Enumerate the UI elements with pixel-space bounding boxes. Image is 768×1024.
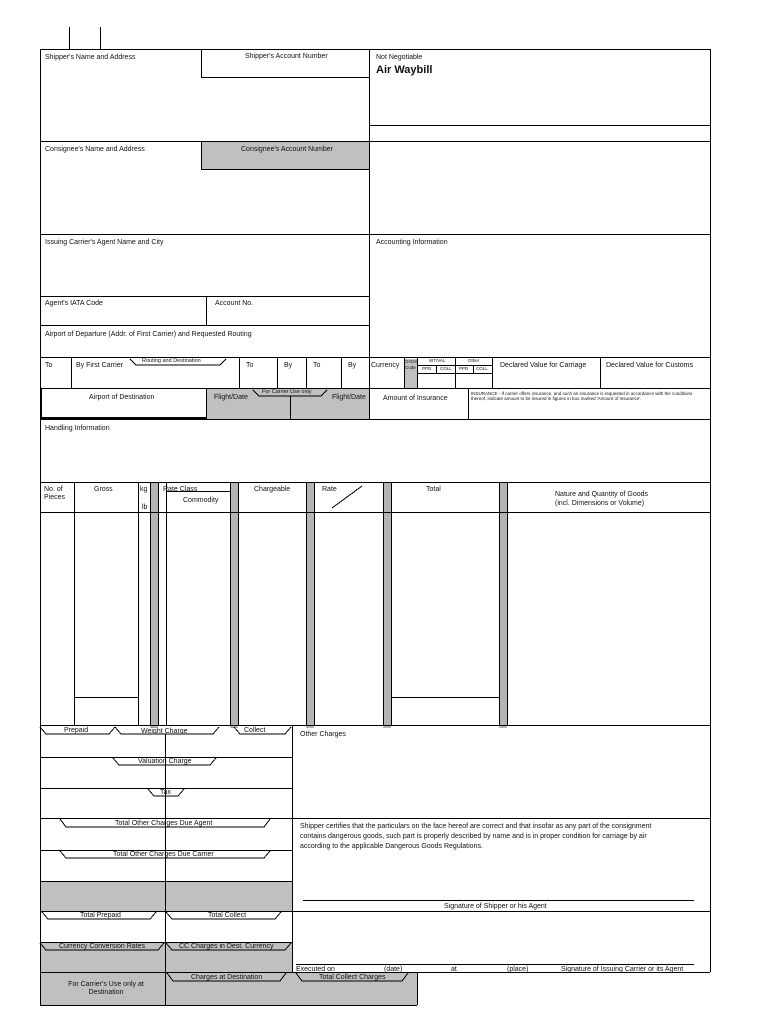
agent-iata-label: Agent's IATA Code: [45, 300, 103, 307]
wt-val-label: WT/VAL: [429, 358, 446, 363]
dimensions-label: (incl. Dimensions or Volume): [555, 500, 645, 507]
total-other-agent-label: Total Other Charges Due Agent: [115, 820, 213, 827]
currency-label: Currency: [371, 362, 400, 369]
amount-insurance-field[interactable]: [371, 404, 467, 418]
other-charges-field[interactable]: [294, 742, 708, 817]
carrier-use-only-label: For Carrier Use only: [262, 389, 312, 395]
routing-destination-label: Routing and Destination: [142, 358, 201, 364]
currency-conversion-label: Currency Conversion Rates: [59, 943, 145, 950]
total-collect-charges-label: Total Collect Charges: [319, 974, 386, 981]
amount-insurance-label: Amount of Insurance: [383, 395, 448, 402]
airport-destination-label: Airport of Destination: [89, 394, 155, 401]
by-first-carrier-label: By First Carrier: [76, 362, 124, 369]
collect-label: Collect: [244, 727, 266, 734]
gross-label: Gross: [94, 486, 113, 493]
goods-total-field[interactable]: [393, 514, 498, 696]
tax-label: Tax: [160, 789, 171, 796]
other-coll-label: COLL: [476, 366, 488, 371]
code-label: Code: [405, 365, 416, 370]
signature-carrier-label: Signature of Issuing Carrier or its Agent: [561, 966, 684, 973]
other-charges-label: Other Charges: [300, 731, 346, 738]
kg-label: kg: [140, 486, 148, 493]
wt-coll-label: COLL: [440, 366, 452, 371]
chargeable-label: Chargeable: [254, 486, 291, 493]
shipper-certification-text: Shipper certifies that the particulars on the face hereof are correct and that insofar as any part of the consignment contains dangerous goods, such part is properly described by name and is in proper condition for carriage by air according to the applicable Dangerous Goods Regulations.: [300, 823, 652, 850]
executed-on-label: Executed on: [296, 966, 335, 973]
flight-date-label-1: Flight/Date: [214, 394, 248, 401]
consignee-account-label: Consignee's Account Number: [241, 146, 333, 153]
account-no-label: Account No.: [215, 300, 254, 307]
wt-ppd-label: PPD: [422, 366, 432, 371]
to-label-1: To: [45, 362, 53, 369]
goods-pieces-field[interactable]: [42, 514, 73, 724]
total-collect-label: Total Collect: [208, 912, 247, 919]
signature-shipper-field[interactable]: [303, 880, 694, 900]
to-label-2: To: [246, 362, 254, 369]
rate-label: Rate: [322, 486, 337, 493]
shipper-account-label: Shipper's Account Number: [245, 53, 328, 60]
charges-at-destination-label: Charges at Destination: [191, 974, 263, 981]
goods-rate-field[interactable]: [316, 514, 382, 724]
insurance-note: INSURANCE - If carrier offers insurance, and such an insurance is requested in accordance with the conditions thereof, indicate amount to be insured in figures in box marked 'Amount of Insurance'.: [471, 391, 693, 402]
handling-info-field[interactable]: [42, 434, 708, 481]
nature-quantity-label: Nature and Quantity of Goods: [555, 491, 648, 498]
prepaid-label: Prepaid: [64, 727, 89, 734]
other-label: Other: [468, 358, 480, 363]
airport-destination-field[interactable]: [43, 403, 205, 417]
airport-departure-label: Airport of Departure (Addr. of First Carrier) and Requested Routing: [45, 331, 252, 338]
cc-charges-label: CC Charges in Dest. Currency: [179, 943, 274, 950]
carrier-use-destination-label: For Carrier's Use only at Destination: [68, 981, 144, 997]
by-label-3: By: [348, 362, 357, 369]
consignee-name-field[interactable]: [42, 156, 200, 233]
other-ppd-label: PPD: [459, 366, 469, 371]
commodity-label: Commodity: [183, 497, 219, 504]
no-of-pieces-label: No. of Pieces: [44, 486, 66, 502]
weight-charge-label: Weight Charge: [141, 728, 188, 735]
agent-name-label: Issuing Carrier's Agent Name and City: [45, 239, 164, 246]
weight-charge-prepaid-field[interactable]: [42, 736, 164, 756]
goods-gross-field[interactable]: [76, 514, 137, 696]
rate-class-label: Rate Class: [163, 486, 198, 493]
weight-charge-collect-field[interactable]: [167, 736, 291, 756]
not-negotiable-label: Not Negotiable: [376, 54, 423, 61]
shipper-account-field[interactable]: [202, 62, 368, 76]
shipper-name-field[interactable]: [42, 64, 200, 139]
by-label-2: By: [284, 362, 293, 369]
total-label: Total: [426, 486, 441, 493]
air-waybill-title: Air Waybill: [376, 64, 433, 76]
declared-customs-label: Declared Value for Customs: [606, 362, 694, 369]
total-other-carrier-label: Total Other Charges Due Carrier: [113, 851, 214, 858]
to-label-3: To: [313, 362, 321, 369]
date-label: (date): [384, 966, 403, 973]
execution-field[interactable]: [296, 944, 694, 964]
handling-info-label: Handling Information: [45, 425, 110, 432]
signature-shipper-label: Signature of Shipper or his Agent: [444, 903, 547, 910]
goods-commodity-field[interactable]: [168, 514, 229, 724]
total-prepaid-label: Total Prepaid: [80, 912, 121, 919]
at-label: at: [451, 966, 457, 973]
consignee-name-label: Consignee's Name and Address: [45, 146, 145, 153]
declared-carriage-label: Declared Value for Carriage: [500, 362, 587, 369]
lb-label: lb: [142, 504, 148, 511]
goods-chargeable-field[interactable]: [240, 514, 305, 724]
chgs-label: CHGS: [404, 359, 418, 364]
goods-nature-field[interactable]: [509, 514, 709, 724]
accounting-info-label: Accounting Information: [376, 239, 448, 246]
flight-date-label-2: Flight/Date: [332, 394, 366, 401]
valuation-charge-label: Valuation Charge: [138, 758, 192, 765]
shipper-name-label: Shipper's Name and Address: [45, 54, 136, 61]
place-label: (place): [507, 966, 529, 973]
